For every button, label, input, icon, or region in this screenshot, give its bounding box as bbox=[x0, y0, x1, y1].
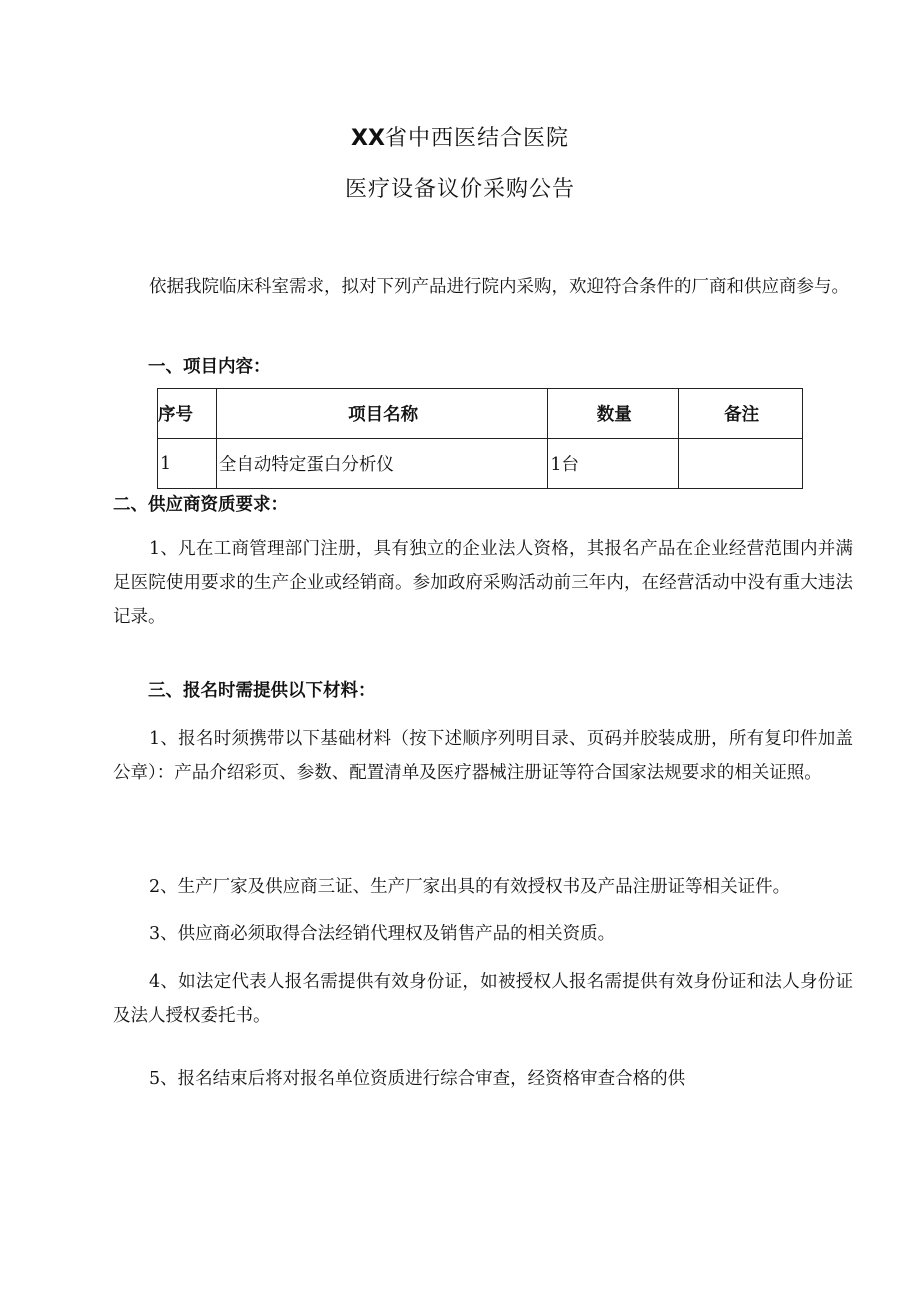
document-title-announcement: 医疗设备议价采购公告 bbox=[344, 177, 575, 202]
section3-heading: 三、报名时需提供以下材料： bbox=[148, 681, 376, 701]
header-remarks: 备注 bbox=[679, 389, 803, 439]
section2-heading: 二、供应商资质要求： bbox=[113, 495, 288, 515]
project-table bbox=[157, 388, 803, 489]
intro-paragraph: 依据我院临床科室需求，拟对下列产品进行院内采购，欢迎符合条件的厂商和供应商参与。 bbox=[149, 277, 849, 297]
cell-remarks bbox=[679, 439, 803, 489]
section3-item-5: 5、报名结束后将对报名单位资质进行综合审查，经资格审查合格的供 bbox=[149, 1069, 686, 1089]
table-header-row bbox=[158, 389, 803, 439]
document-title-hospital bbox=[0, 121, 920, 152]
cell-serial: 1 bbox=[158, 439, 217, 489]
section3-item-1: 1、报名时须携带以下基础材料（按下述顺序列明目录、页码并胶装成册，所有复印件加盖公章）：产品介绍彩页、参数、配置清单及医疗器械注册证等符合国家法规要求的相关证照。 bbox=[113, 729, 853, 783]
cell-item-name: 全自动特定蛋白分析仪 bbox=[216, 439, 547, 489]
header-serial: 序号 bbox=[158, 389, 217, 439]
section3-item-2: 2、生产厂家及供应商三证、生产厂家出具的有效授权书及产品注册证等相关证件。 bbox=[149, 877, 791, 897]
title-placeholder-xx: XX bbox=[351, 126, 385, 151]
header-quantity: 数量 bbox=[548, 389, 679, 439]
header-item-name: 项目名称 bbox=[216, 389, 547, 439]
cell-quantity: 1台 bbox=[548, 439, 679, 489]
table-row bbox=[158, 439, 803, 489]
section3-item-4: 4、如法定代表人报名需提供有效身份证，如被授权人报名需提供有效身份证和法人身份证及法人授权委托书。 bbox=[113, 972, 853, 1026]
section3-item-3: 3、供应商必须取得合法经销代理权及销售产品的相关资质。 bbox=[149, 924, 616, 944]
section2-item-1: 1、凡在工商管理部门注册，具有独立的企业法人资格，其报名产品在企业经营范围内并满足医院使用要求的生产企业或经销商。参加政府采购活动前三年内，在经营活动中没有重大违法记录。 bbox=[113, 539, 853, 627]
title-hospital-name: 省中西医结合医院 bbox=[384, 126, 569, 151]
section1-heading: 一、项目内容： bbox=[148, 357, 271, 377]
